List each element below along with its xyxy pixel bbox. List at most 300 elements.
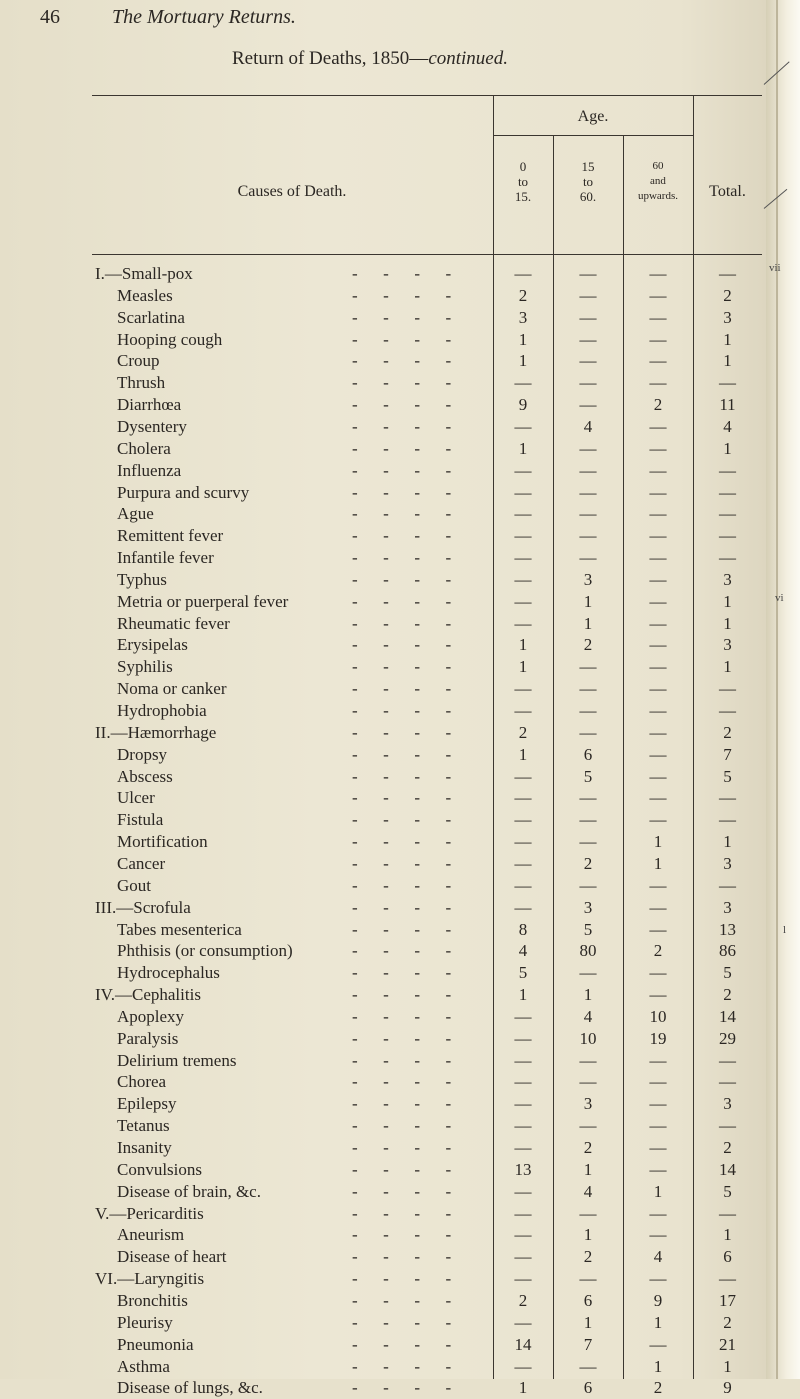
leader-dashes: - - - - (352, 1006, 452, 1026)
age-count-cell: 5 (518, 963, 528, 983)
leader-dashes: - - - - (352, 1028, 452, 1048)
age-count-cell: 4 (583, 416, 593, 436)
leader-dashes: - - - - (352, 1247, 452, 1267)
cause-label: III.—Scrofula (95, 897, 191, 917)
leader-dashes: - - - - (352, 1138, 452, 1157)
leader-dashes: - - - - (352, 395, 452, 415)
age-count-cell: — (649, 635, 667, 655)
age-count-cell: — (514, 460, 532, 480)
age-count-cell: 1 (583, 1159, 593, 1179)
age-count-cell: — (514, 591, 532, 611)
cause-label: Abscess (117, 766, 173, 786)
age-count-cell: — (649, 373, 667, 393)
total-cell: 1 (723, 657, 732, 677)
leader-dashes: - - - - (352, 985, 452, 1005)
table-row (0, 851, 800, 875)
age-count-cell: — (579, 395, 597, 415)
total-cell: 1 (723, 613, 732, 633)
leader-dashes: - - - - (352, 307, 452, 327)
leader-dashes: - - - - (352, 1050, 452, 1070)
margin-note-2: vi (775, 592, 784, 604)
leader-dashes: - - - - (352, 1072, 452, 1092)
age-count-cell: — (579, 1269, 597, 1289)
age-count-cell: — (649, 329, 667, 349)
leader-dashes: - - - - (352, 1356, 452, 1376)
age-count-cell: — (514, 1203, 532, 1223)
age-count-cell: 4 (583, 1181, 593, 1201)
table-row (0, 392, 800, 416)
age-count-cell: — (579, 307, 597, 327)
header-bottom-rule (92, 254, 762, 255)
leader-dashes: - - - - (352, 810, 452, 830)
header-line: 0 (519, 159, 527, 174)
table-row (0, 1026, 800, 1050)
total-cell: — (719, 1116, 736, 1136)
cause-label: Cholera (117, 438, 171, 458)
table-row (0, 1201, 800, 1225)
leader-dashes: - - - - (352, 548, 452, 568)
total-cell: 5 (723, 963, 732, 983)
total-cell: — (719, 482, 736, 502)
cause-label: Diarrhœa (117, 395, 182, 415)
total-cell: 3 (723, 853, 732, 873)
total-cell: — (719, 548, 736, 568)
cause-label: VI.—Laryngitis (95, 1269, 205, 1289)
table-row (0, 348, 800, 372)
header-line: 60 (652, 160, 664, 172)
header-line: and (650, 175, 666, 187)
leader-dashes: - - - - (352, 1181, 452, 1201)
age-count-cell: 3 (583, 569, 593, 589)
leader-dashes: - - - - (352, 1159, 452, 1179)
age-count-cell: — (514, 416, 532, 436)
leader-dashes: - - - - (352, 832, 452, 852)
age-count-cell: 1 (518, 635, 528, 655)
age-count-cell: 9 (518, 395, 528, 415)
age-count-cell: 4 (653, 1247, 663, 1267)
header-line: 15 (581, 159, 595, 174)
leader-dashes: - - - - (352, 351, 452, 371)
age-count-cell: 3 (583, 1094, 593, 1114)
cause-label: Paralysis (117, 1028, 179, 1048)
total-cell: 3 (723, 1094, 732, 1114)
leader-dashes: - - - - (352, 788, 452, 808)
leader-dashes: - - - - (352, 460, 452, 480)
age-count-cell: — (514, 1028, 532, 1048)
total-cell: 1 (723, 1356, 732, 1376)
age-count-cell: — (514, 1247, 532, 1267)
leader-dashes: - - - - (352, 853, 452, 873)
age-count-cell: — (514, 1094, 532, 1114)
age-count-cell: — (649, 897, 667, 917)
age-count-cell: 1 (518, 351, 528, 371)
leader-dashes: - - - - (352, 438, 452, 458)
age-count-cell: — (579, 679, 597, 699)
total-cell: 7 (723, 744, 732, 764)
total-cell: 3 (723, 635, 732, 655)
age-count-cell: — (649, 744, 667, 764)
age-count-cell: 1 (518, 744, 528, 764)
total-cell: — (719, 788, 736, 808)
age-count-cell: — (649, 591, 667, 611)
age-count-cell: — (514, 1181, 532, 1201)
cause-label: Pneumonia (117, 1334, 194, 1354)
table-row (0, 698, 800, 722)
table-row (0, 283, 800, 307)
leader-dashes: - - - - (352, 285, 452, 305)
cause-label: Asthma (117, 1356, 170, 1376)
cause-label: Purpura and scurvy (117, 482, 250, 502)
table-row (0, 1004, 800, 1028)
total-cell: — (719, 1050, 736, 1070)
age-count-cell: 6 (583, 744, 593, 764)
age-count-cell: — (579, 1050, 597, 1070)
table-row (0, 632, 800, 656)
table-row (0, 1113, 800, 1137)
total-cell: 9 (723, 1378, 732, 1398)
leader-dashes: - - - - (352, 591, 452, 611)
cause-label: Hooping cough (117, 329, 223, 349)
cause-label: Gout (117, 875, 151, 895)
age-count-cell: — (579, 1072, 597, 1092)
header-line: to (582, 174, 594, 189)
age-count-cell: 1 (653, 1312, 663, 1332)
table-caption (0, 48, 740, 70)
age-count-cell: — (649, 1203, 667, 1223)
age-count-cell: — (514, 701, 532, 720)
cause-label: Tetanus (117, 1116, 170, 1136)
age-count-cell: — (514, 679, 532, 699)
leader-dashes: - - - - (352, 1225, 452, 1245)
table-row (0, 1332, 800, 1356)
age-count-cell: — (649, 264, 667, 283)
cause-label: Fistula (117, 810, 164, 830)
table-row (0, 1244, 800, 1268)
age-count-cell: — (579, 438, 597, 458)
age-count-cell: — (579, 1116, 597, 1136)
age-count-cell: — (514, 810, 532, 830)
age-count-cell: 10 (649, 1006, 667, 1026)
age-count-cell: — (579, 963, 597, 983)
age-count-cell: 8 (518, 919, 528, 939)
age-count-cell: — (649, 482, 667, 502)
age-count-cell: 1 (518, 985, 528, 1005)
leader-dashes: - - - - (352, 1378, 452, 1398)
age-count-cell: 1 (653, 832, 663, 852)
total-cell: 3 (723, 307, 732, 327)
table-row (0, 1266, 800, 1290)
table-row (0, 676, 800, 700)
age-count-cell: — (514, 1050, 532, 1070)
table-row (0, 1179, 800, 1203)
age-count-cell: — (579, 548, 597, 568)
table-row (0, 764, 800, 788)
age-count-cell: — (579, 351, 597, 371)
leader-dashes: - - - - (352, 766, 452, 786)
cause-label: Convulsions (117, 1159, 203, 1179)
age-count-cell: — (649, 569, 667, 589)
cause-label: Chorea (117, 1072, 167, 1092)
age-count-cell: 2 (583, 1247, 593, 1267)
age-count-cell: — (649, 416, 667, 436)
leader-dashes: - - - - (352, 963, 452, 983)
leader-dashes: - - - - (352, 264, 452, 283)
cause-label: Hydrocephalus (117, 963, 220, 983)
table-row (0, 567, 800, 591)
leader-dashes: - - - - (352, 526, 452, 546)
age-count-cell: — (514, 1006, 532, 1026)
cause-label: Dysentery (117, 416, 187, 436)
total-cell: 14 (719, 1006, 736, 1026)
table-row (0, 654, 800, 678)
table-row (0, 1310, 800, 1334)
age-count-cell: — (514, 897, 532, 917)
leader-dashes: - - - - (352, 1203, 452, 1223)
total-cell: 1 (723, 351, 732, 371)
total-cell: 1 (723, 832, 732, 852)
leader-dashes: - - - - (352, 635, 452, 655)
cause-label: Disease of lungs, &c. (117, 1378, 263, 1398)
age-count-cell: 3 (583, 897, 593, 917)
cause-label: Disease of brain, &c. (117, 1181, 261, 1201)
age-count-cell: — (649, 1159, 667, 1179)
table-row (0, 829, 800, 853)
age-count-cell: — (514, 569, 532, 589)
cause-label: Scarlatina (117, 307, 185, 327)
total-cell: 13 (719, 919, 736, 939)
leader-dashes: - - - - (352, 504, 452, 524)
table-row (0, 458, 800, 482)
age-count-cell: — (514, 1312, 532, 1332)
age-count-cell: 1 (518, 1378, 528, 1398)
age-count-cell: — (514, 526, 532, 546)
table-row (0, 960, 800, 984)
table-row (0, 327, 800, 351)
leader-dashes: - - - - (352, 482, 452, 502)
leader-dashes: - - - - (352, 657, 452, 677)
age-count-cell: 4 (518, 941, 528, 961)
cause-label: Remittent fever (117, 526, 224, 546)
leader-dashes: - - - - (352, 941, 452, 961)
caption-prefix: Return of Deaths, 1850— (232, 48, 429, 69)
total-cell: — (719, 460, 736, 480)
age-count-cell: — (649, 766, 667, 786)
cause-label: Erysipelas (117, 635, 188, 655)
table-row (0, 589, 800, 613)
age-count-cell: — (514, 1356, 532, 1376)
age-count-cell: — (649, 810, 667, 830)
cause-label: Rheumatic fever (117, 613, 230, 633)
age-count-cell: 1 (653, 1356, 663, 1376)
age-count-cell: 1 (653, 1181, 663, 1201)
age-count-cell: 1 (583, 1225, 593, 1245)
cause-label: Dropsy (117, 744, 168, 764)
age-count-cell: 2 (653, 1378, 663, 1398)
age-count-cell: 9 (653, 1290, 663, 1310)
total-cell: — (719, 1269, 736, 1289)
age-count-cell: 19 (649, 1028, 667, 1048)
leader-dashes: - - - - (352, 373, 452, 393)
cause-label: Measles (117, 285, 173, 305)
age-count-cell: 5 (583, 766, 593, 786)
margin-note-3: l (783, 924, 787, 936)
age-count-cell: — (649, 679, 667, 699)
header-line: 15. (514, 189, 532, 204)
running-head: The Mortuary Returns. (112, 6, 296, 28)
cause-label: Ague (117, 504, 154, 524)
cause-label: II.—Hæmorrhage (95, 722, 217, 742)
age-count-cell: — (649, 919, 667, 939)
age-count-cell: — (579, 1203, 597, 1223)
age-count-cell: — (649, 1050, 667, 1070)
age-count-cell: — (514, 1269, 532, 1289)
table-row (0, 480, 800, 504)
table-row (0, 501, 800, 525)
cause-label: Disease of heart (117, 1247, 227, 1267)
age-count-cell: 3 (518, 307, 528, 327)
table-row (0, 895, 800, 919)
leader-dashes: - - - - (352, 722, 452, 742)
age-count-cell: 1 (583, 591, 593, 611)
age-count-cell: — (579, 329, 597, 349)
age-count-cell: — (514, 613, 532, 633)
total-cell: 1 (723, 329, 732, 349)
age-count-cell: — (649, 1269, 667, 1289)
age-count-cell: — (514, 1072, 532, 1092)
table-row (0, 370, 800, 394)
age-count-cell: — (579, 526, 597, 546)
cause-label: Typhus (117, 569, 167, 589)
age-count-cell: — (514, 548, 532, 568)
leader-dashes: - - - - (352, 897, 452, 917)
age-count-cell: — (649, 1072, 667, 1092)
cause-label: Insanity (117, 1138, 172, 1157)
table-row (0, 1048, 800, 1072)
age-count-cell: — (514, 1138, 532, 1157)
age-count-cell: — (649, 657, 667, 677)
age-count-cell: 5 (583, 919, 593, 939)
age-count-cell: 1 (583, 613, 593, 633)
age-count-cell: 6 (583, 1290, 593, 1310)
age-count-cell: 14 (514, 1334, 532, 1354)
age-count-cell: — (579, 722, 597, 742)
total-cell: 1 (723, 1225, 732, 1245)
age-count-cell: — (514, 832, 532, 852)
total-cell: — (719, 810, 736, 830)
age-count-cell: — (649, 504, 667, 524)
total-cell: — (719, 701, 736, 720)
header-line: 60. (579, 189, 597, 204)
age-count-cell: 2 (583, 1138, 593, 1157)
age-count-cell: — (579, 657, 597, 677)
total-cell: 11 (719, 395, 736, 415)
age-count-cell: — (649, 1116, 667, 1136)
total-cell: — (719, 373, 736, 393)
total-cell: 14 (719, 1159, 736, 1179)
table-row (0, 414, 800, 438)
cause-label: Ulcer (117, 788, 155, 808)
cause-label: V.—Pericarditis (95, 1203, 204, 1223)
table-row (0, 1288, 800, 1312)
age-header-rule (493, 135, 693, 136)
age-count-cell: — (579, 373, 597, 393)
total-cell: — (719, 504, 736, 524)
leader-dashes: - - - - (352, 569, 452, 589)
table-row (0, 938, 800, 962)
table-row (0, 261, 800, 285)
total-cell: — (719, 526, 736, 546)
age-count-cell: — (649, 351, 667, 371)
age-col-60-up-header (623, 159, 693, 204)
total-cell: 6 (723, 1247, 732, 1267)
total-cell: 3 (723, 569, 732, 589)
total-cell: — (719, 875, 736, 895)
cause-label: Cancer (117, 853, 166, 873)
age-count-cell: — (649, 1094, 667, 1114)
age-count-cell: — (514, 853, 532, 873)
age-count-cell: 4 (583, 1006, 593, 1026)
age-count-cell: — (579, 875, 597, 895)
leader-dashes: - - - - (352, 416, 452, 436)
leader-dashes: - - - - (352, 329, 452, 349)
total-cell: 21 (719, 1334, 736, 1354)
table-row (0, 545, 800, 569)
total-cell: 2 (723, 985, 732, 1005)
total-cell: 5 (723, 1181, 732, 1201)
leader-dashes: - - - - (352, 744, 452, 764)
age-count-cell: — (649, 985, 667, 1005)
age-count-cell: 1 (518, 657, 528, 677)
cause-label: Metria or puerperal fever (117, 591, 289, 611)
cause-label: Hydrophobia (117, 701, 207, 720)
age-count-cell: 7 (583, 1334, 593, 1354)
age-count-cell: 2 (583, 635, 593, 655)
age-count-cell: 2 (518, 722, 528, 742)
age-count-cell: — (514, 1225, 532, 1245)
table-row (0, 785, 800, 809)
age-count-cell: — (649, 438, 667, 458)
age-count-cell: — (649, 548, 667, 568)
total-cell: — (719, 1203, 736, 1223)
cause-label: Croup (117, 351, 160, 371)
cause-label: Pleurisy (117, 1312, 173, 1332)
cause-label: Mortification (117, 832, 208, 852)
age-count-cell: 1 (583, 1312, 593, 1332)
total-cell: 29 (719, 1028, 736, 1048)
age-count-cell: — (579, 285, 597, 305)
age-count-cell: 13 (514, 1159, 532, 1179)
age-count-cell: — (649, 1334, 667, 1354)
total-cell: 17 (719, 1290, 736, 1310)
total-header: Total. (709, 183, 746, 200)
age-count-cell: — (649, 875, 667, 895)
age-count-cell: — (514, 504, 532, 524)
leader-dashes: - - - - (352, 613, 452, 633)
age-count-cell: 1 (518, 438, 528, 458)
header-line: to (517, 174, 529, 189)
age-count-cell: — (579, 788, 597, 808)
age-count-cell: — (579, 482, 597, 502)
table-row (0, 807, 800, 831)
total-cell: 2 (723, 722, 732, 742)
age-col-15-60-header (553, 159, 623, 204)
cause-label: Tabes mesenterica (117, 919, 242, 939)
age-count-cell: — (579, 701, 597, 720)
cause-label: Thrush (117, 373, 166, 393)
table-row (0, 305, 800, 329)
age-count-cell: — (579, 810, 597, 830)
cause-label: Noma or canker (117, 679, 227, 699)
